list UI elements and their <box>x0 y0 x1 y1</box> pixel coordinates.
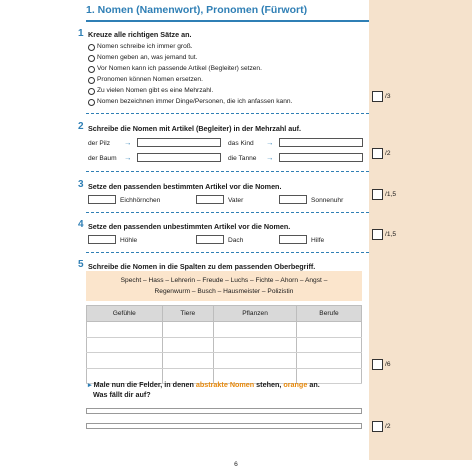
table-cell[interactable] <box>214 337 297 353</box>
arrow-right-icon: → <box>266 138 274 147</box>
arrow-right-icon: → <box>266 153 274 162</box>
table-cell[interactable] <box>214 353 297 369</box>
q5-score-box[interactable] <box>372 359 383 370</box>
q2-answer-1[interactable] <box>137 138 221 147</box>
column-header-pflanzen: Pflanzen <box>214 306 297 322</box>
q1-option-4: Pronomen können Nomen ersetzen. <box>97 76 203 83</box>
divider <box>86 171 369 172</box>
q1-score-box[interactable] <box>372 91 383 102</box>
table-cell[interactable] <box>214 322 297 338</box>
q3-article-2[interactable] <box>196 195 224 204</box>
q1-option-6: Nomen bezeichnen immer Dinge/Personen, die ich anfassen kann. <box>97 98 293 105</box>
column-header-gefuehle: Gefühle <box>87 306 163 322</box>
q3-word-3: Sonnenuhr <box>311 197 344 204</box>
q5-instruction: Schreibe die Nomen in die Spalten zu dem passenden Oberbegriff. <box>88 262 316 271</box>
followup-score-label: /2 <box>385 423 391 430</box>
followup-instruction <box>88 380 320 389</box>
q2-answer-4[interactable] <box>279 153 363 162</box>
table-row <box>87 353 362 369</box>
q2-answer-2[interactable] <box>279 138 363 147</box>
table-cell[interactable] <box>87 353 163 369</box>
followup-text-a: Male nun die Felder, in denen <box>93 380 196 389</box>
q1-checkbox-1[interactable] <box>88 44 95 51</box>
q3-score-box[interactable] <box>372 189 383 200</box>
q2-answer-3[interactable] <box>137 153 221 162</box>
divider <box>86 212 369 213</box>
q1-option-1: Nomen schreibe ich immer groß. <box>97 43 193 50</box>
table-cell[interactable] <box>297 337 362 353</box>
q3-word-1: Eichhörnchen <box>120 197 161 204</box>
followup-text-orange: orange <box>283 380 308 389</box>
q4-word-1: Höhle <box>120 237 138 244</box>
q2-item-3: der Baum <box>88 155 117 162</box>
category-table <box>86 305 362 384</box>
q3-score-label: /1,5 <box>385 191 396 198</box>
page-title: 1. Nomen (Namenwort), Pronomen (Fürwort) <box>86 4 308 16</box>
table-cell[interactable] <box>297 322 362 338</box>
q3-number: 3 <box>78 179 84 190</box>
q3-article-1[interactable] <box>88 195 116 204</box>
q1-score-label: /3 <box>385 93 391 100</box>
followup-question: Was fällt dir auf? <box>93 390 151 399</box>
table-cell[interactable] <box>87 337 163 353</box>
q3-article-3[interactable] <box>279 195 307 204</box>
q2-item-4: die Tanne <box>228 155 257 162</box>
q4-word-3: Hilfe <box>311 237 325 244</box>
q2-item-1: der Pilz <box>88 140 110 147</box>
column-header-tiere: Tiere <box>162 306 213 322</box>
word-list-box <box>86 271 362 301</box>
q1-checkbox-3[interactable] <box>88 66 95 73</box>
q1-instruction: Kreuze alle richtigen Sätze an. <box>88 30 192 39</box>
q2-number: 2 <box>78 121 84 132</box>
q4-word-2: Dach <box>228 237 244 244</box>
score-sidebar <box>369 0 472 460</box>
followup-text-abstract: abstrakte Nomen <box>195 380 255 389</box>
page-number: 6 <box>234 461 238 468</box>
divider <box>86 252 369 253</box>
q1-checkbox-2[interactable] <box>88 55 95 62</box>
followup-score-box[interactable] <box>372 421 383 432</box>
title-underline <box>86 20 369 22</box>
q4-score-label: /1,5 <box>385 231 396 238</box>
q2-item-2: das Kind <box>228 140 254 147</box>
q5-number: 5 <box>78 259 84 270</box>
followup-text-c: stehen, <box>254 380 284 389</box>
q1-option-2: Nomen geben an, was jemand tut. <box>97 54 198 61</box>
q3-word-2: Vater <box>228 197 244 204</box>
word-list-line-2: Regenwurm – Busch – Hausmeister – Polizistin <box>154 288 294 295</box>
q4-number: 4 <box>78 219 84 230</box>
column-header-berufe: Berufe <box>297 306 362 322</box>
word-list-line-1: Specht – Hass – Lehrerin – Freude – Luchs – Fichte – Ahorn – Angst – <box>120 277 328 284</box>
q2-instruction: Schreibe die Nomen mit Artikel (Begleiter) in der Mehrzahl auf. <box>88 124 302 133</box>
table-row <box>87 337 362 353</box>
table-cell[interactable] <box>162 353 213 369</box>
q2-score-box[interactable] <box>372 148 383 159</box>
table-cell[interactable] <box>162 322 213 338</box>
q4-article-2[interactable] <box>196 235 224 244</box>
q1-option-3: Vor Nomen kann ich passende Artikel (Begleiter) setzen. <box>97 65 262 72</box>
answer-line-2[interactable] <box>86 423 362 429</box>
divider <box>86 113 369 114</box>
arrow-right-icon: → <box>124 138 132 147</box>
q3-instruction: Setze den passenden bestimmten Artikel vor die Nomen. <box>88 182 282 191</box>
q2-score-label: /2 <box>385 150 391 157</box>
q4-score-box[interactable] <box>372 229 383 240</box>
table-header-row <box>87 306 362 322</box>
table-row <box>87 322 362 338</box>
triangle-bullet-icon: ▸ <box>88 380 92 389</box>
followup-text-e: an. <box>307 380 320 389</box>
q1-option-5: Zu vielen Nomen gibt es eine Mehrzahl. <box>97 87 214 94</box>
q1-checkbox-5[interactable] <box>88 88 95 95</box>
q4-article-1[interactable] <box>88 235 116 244</box>
table-cell[interactable] <box>162 337 213 353</box>
answer-line-1[interactable] <box>86 408 362 414</box>
q1-checkbox-4[interactable] <box>88 77 95 84</box>
arrow-right-icon: → <box>124 153 132 162</box>
q1-number: 1 <box>78 28 84 39</box>
table-cell[interactable] <box>87 322 163 338</box>
table-cell[interactable] <box>297 353 362 369</box>
q1-checkbox-6[interactable] <box>88 99 95 106</box>
q5-score-label: /6 <box>385 361 391 368</box>
q4-article-3[interactable] <box>279 235 307 244</box>
q4-instruction: Setze den passenden unbestimmten Artikel vor die Nomen. <box>88 222 291 231</box>
